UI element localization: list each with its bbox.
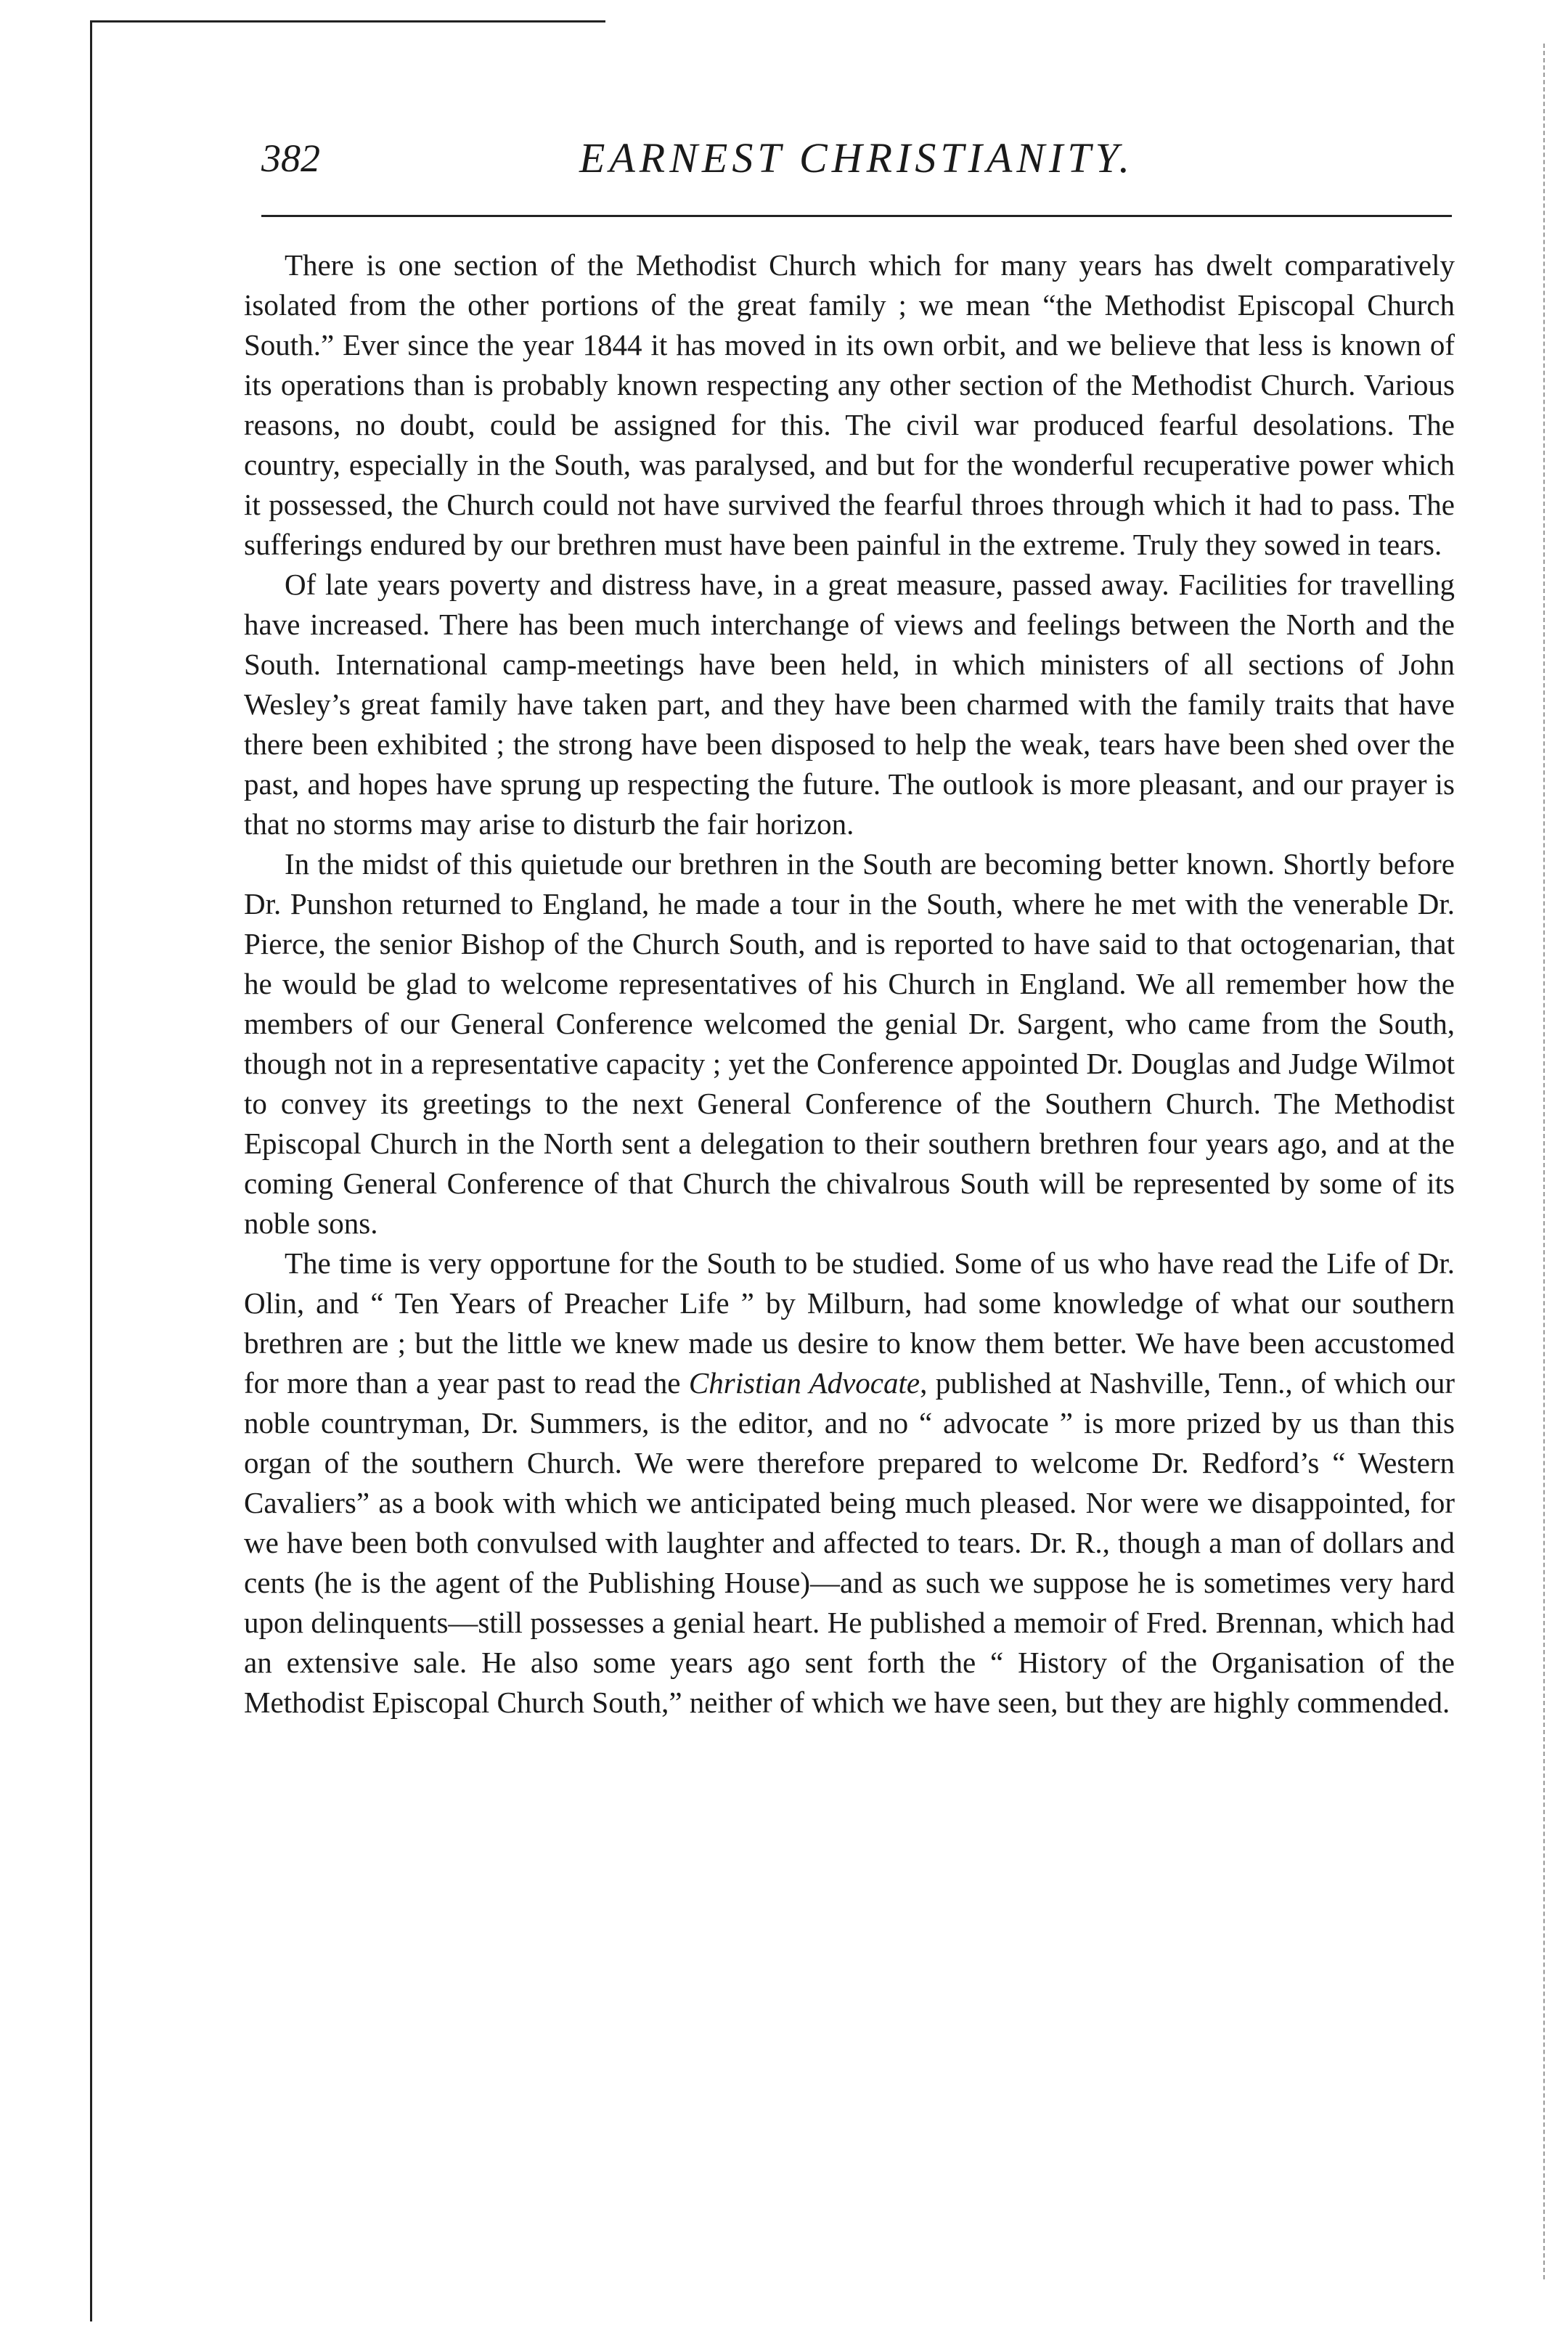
page-number: 382 [261, 136, 320, 180]
paragraph-text: The time is very opportune for the South to be studied. Some of us who have read the Life of Dr. Olin, and “ Ten Years of Preacher Life ” by Milburn, had some knowledge of what our southern brethren are ; but the little we knew made us desire to know them better. We have been accustomed for more than a year past to read the [244, 1246, 1455, 1400]
header-rule [261, 215, 1452, 217]
scan-border-left [90, 20, 92, 2321]
paragraph: There is one section of the Methodist Church which for many years has dwelt comparatively isolated from the other portions of the great family ; we mean “the Methodist Episcopal Church South.” Ever since the year 1844 it has moved in its own orbit, and we believe that less is known of its operations than is probably known respecting any other section of the Methodist Church. Various reasons, no doubt, could be assigned for this. The civil war produced fearful desolations. The country, especially in the South, was paralysed, and but for the wonderful recuperative power which it possessed, the Church could not have survived the fearful throes through which it had to pass. The sufferings endured by our brethren must have been painful in the extreme. Truly they sowed in tears. [244, 248, 1455, 561]
paragraph: Of late years poverty and distress have, in a great measure, passed away. Facilities for travelling have increased. There has been much interchange of views and feelings between the North and the South. International camp-meetings have been held, in which ministers of all sections of John Wesley’s great family have taken part, and they have been charmed with the family traits that have there been exhibited ; the strong have been disposed to help the weak, tears have been shed over the past, and hopes have sprung up respecting the future. The outlook is more pleasant, and our prayer is that no storms may arise to disturb the fair horizon. [244, 568, 1455, 841]
periodical-title: Christian Advocate [688, 1366, 920, 1400]
page-header [261, 122, 1452, 195]
paragraph: In the midst of this quietude our brethren in the South are becoming better known. Shortly before Dr. Punshon returned to England, he made a tour in the South, where he met with the venerable Dr. Pierce, the senior Bishop of the Church South, and is reported to have said to that octogenarian, that he would be glad to welcome representatives of his Church in England. We all remember how the members of our General Conference welcomed the genial Dr. Sargent, who came from the South, though not in a representative capacity ; yet the Conference appointed Dr. Douglas and Judge Wilmot to convey its greetings to the next General Conference of the Southern Church. The Methodist Episcopal Church in the North sent a delegation to their southern brethren four years ago, and at the coming General Conference of that Church the chivalrous South will be represented by some of its noble sons. [244, 847, 1455, 1240]
scan-border-top [90, 20, 605, 23]
paragraph-text: , published at Nashville, Tenn., of which our noble countryman, Dr. Summers, is the editor, and no “ advocate ” is more prized by us than this organ of the southern Church. We were therefore prepared to welcome Dr. Redford’s “ Western Cavaliers” as a book with which we anticipated being much pleased. Nor were we disappointed, for we have been both convulsed with laughter and affected to tears. Dr. R., though a man of dollars and cents (he is the agent of the Publishing House)—and as such we suppose he is sometimes very hard upon delinquents—still possesses a genial heart. He published a memoir of Fred. Brennan, which had an extensive sale. He also some years ago sent forth the “ History of the Organisation of the Methodist Episcopal Church South,” neither of which we have seen, but they are highly commended. [244, 1366, 1455, 1719]
running-title: EARNEST CHRISTIANITY. [579, 134, 1135, 181]
paragraph [244, 1243, 1455, 1723]
article-body [244, 245, 1455, 1723]
scan-border-right [1543, 44, 1545, 2279]
